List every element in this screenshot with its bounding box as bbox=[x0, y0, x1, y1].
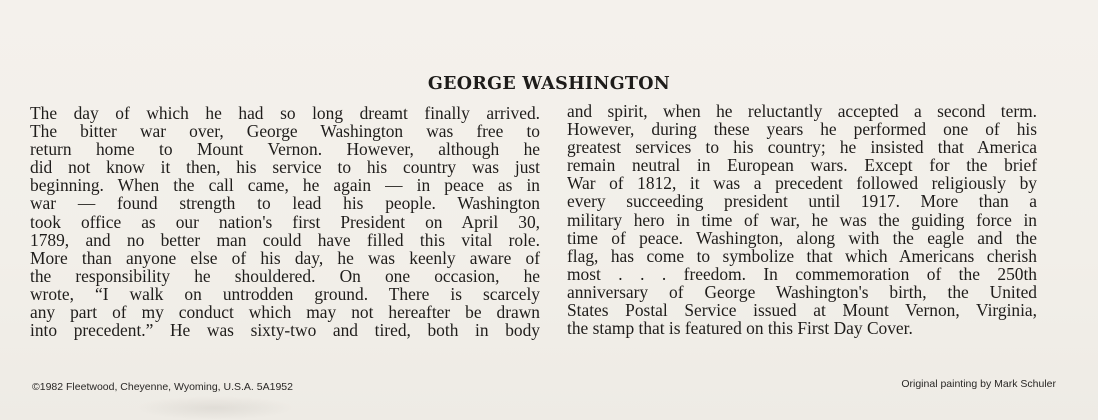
painting-credit: Original painting by Mark Schuler bbox=[901, 378, 1056, 390]
text-line: return home to Mount Vernon. However, although he bbox=[30, 139, 540, 160]
text-line: the stamp that is featured on this First Day Cover. bbox=[567, 318, 913, 339]
text-line: However, during these years he performed one of his bbox=[567, 119, 1037, 140]
text-line: The bitter war over, George Washington was free to bbox=[30, 121, 540, 142]
text-line: took office as our nation's first President on April 30, bbox=[30, 211, 540, 232]
text-line: did not know it then, his service to his country was just bbox=[30, 157, 540, 178]
text-line: into precedent.” He was sixty-two and tired, both in body bbox=[30, 320, 540, 341]
text-line: military hero in time of war, he was the guiding force in bbox=[567, 209, 1037, 230]
paper-smudge bbox=[135, 396, 295, 420]
text-line: time of peace. Washington, along with the eagle and the bbox=[567, 227, 1037, 248]
text-line: greatest services to his country; he insisted that America bbox=[567, 137, 1037, 158]
text-line: wrote, “I walk on untrodden ground. There is scarcely bbox=[30, 283, 540, 304]
text-line: war — found strength to lead his people. Washington bbox=[30, 193, 540, 214]
text-line: More than anyone else of his day, he was keenly aware of bbox=[30, 247, 540, 268]
text-line: any part of my conduct which may not hereafter be drawn bbox=[30, 302, 540, 323]
right-text-column bbox=[567, 102, 1037, 337]
text-line: War of 1812, it was a precedent followed religiously by bbox=[567, 173, 1037, 194]
text-line: beginning. When the call came, he again — in peace as in bbox=[30, 175, 540, 196]
text-line: anniversary of George Washington's birth, the United bbox=[567, 281, 1037, 302]
text-line: remain neutral in European wars. Except for the brief bbox=[567, 155, 1037, 176]
left-text-column bbox=[30, 104, 540, 339]
text-line: flag, has come to symbolize that which Americans cherish bbox=[567, 245, 1037, 266]
page-title: GEORGE WASHINGTON bbox=[427, 74, 671, 94]
text-line: every succeeding president until 1917. More than a bbox=[567, 191, 1037, 212]
text-line: States Postal Service issued at Mount Vernon, Virginia, bbox=[567, 300, 1037, 321]
text-line: The day of which he had so long dreamt finally arrived. bbox=[30, 103, 540, 123]
copyright-note: ©1982 Fleetwood, Cheyenne, Wyoming, U.S.A. 5A1952 bbox=[32, 381, 293, 393]
text-line: most . . . freedom. In commemoration of the 250th bbox=[567, 263, 1037, 284]
text-line: 1789, and no better man could have filled this vital role. bbox=[30, 229, 540, 250]
text-line: and spirit, when he reluctantly accepted a second term. bbox=[567, 101, 1037, 121]
text-line: the responsibility he shouldered. On one occasion, he bbox=[30, 265, 540, 286]
